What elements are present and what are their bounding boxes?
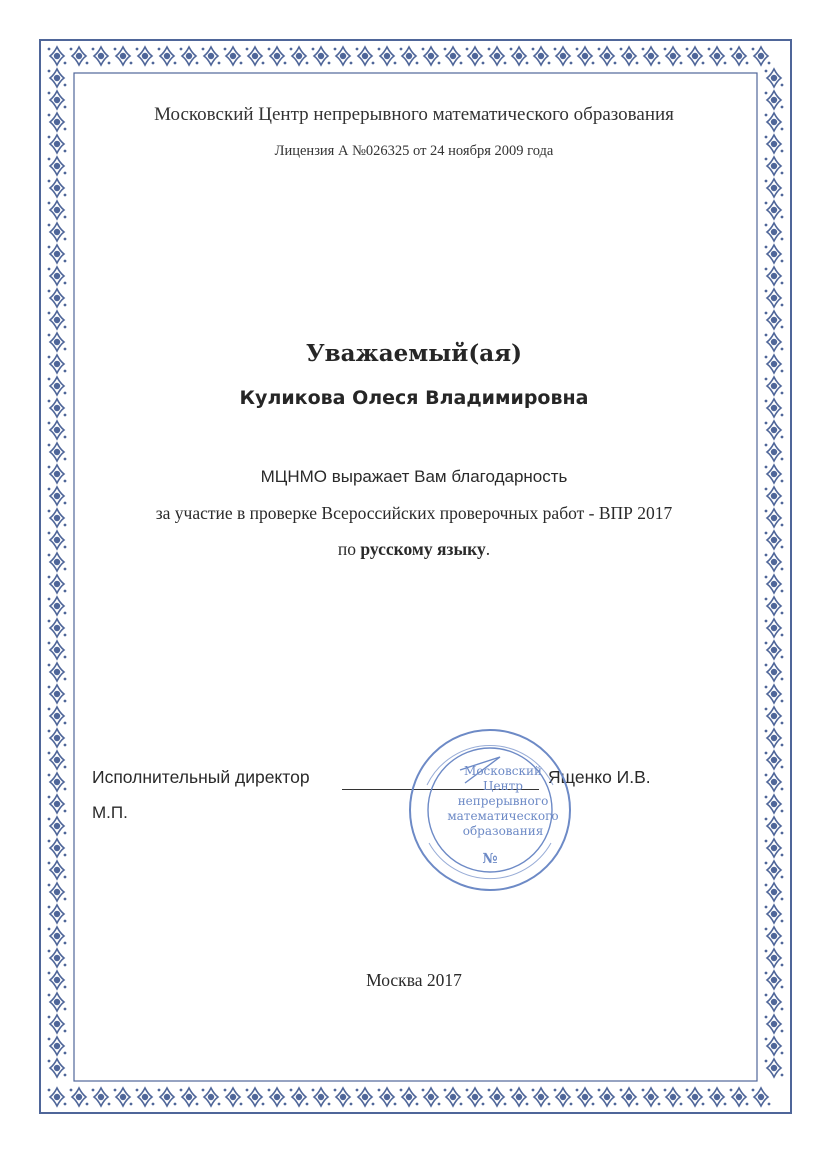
stamp-line: образования xyxy=(462,824,544,838)
director-name: Ященко И.В. xyxy=(548,767,651,787)
organization-stamp xyxy=(405,725,575,895)
stamp-line: непрерывного xyxy=(457,794,549,808)
salutation: Уважаемый(ая) xyxy=(305,340,523,367)
stamp-line: Центр xyxy=(483,779,523,793)
gratitude-line-3 xyxy=(0,539,828,560)
recipient-name: Куликова Олеся Владимировна xyxy=(239,387,589,409)
gratitude-line-1: МЦНМО выражает Вам благодарность xyxy=(260,467,568,486)
stamp-line: Московский xyxy=(464,764,542,778)
director-position: Исполнительный директор xyxy=(92,767,310,787)
organization-name: Московский Центр непрерывного математического образования xyxy=(154,104,674,125)
subject-suffix: . xyxy=(485,539,491,559)
svg-text:№: № xyxy=(482,851,498,867)
seal-place-label: М.П. xyxy=(92,803,128,822)
license-line: Лицензия А №026325 от 24 ноября 2009 года xyxy=(274,143,554,159)
subject-prefix: по xyxy=(337,539,361,559)
subject-name: русскому языку xyxy=(360,539,486,559)
city-year: Москва 2017 xyxy=(366,970,462,990)
gratitude-line-2: за участие в проверке Всероссийских проверочных работ - ВПР 2017 xyxy=(155,503,673,523)
stamp-line: математического xyxy=(447,809,559,823)
